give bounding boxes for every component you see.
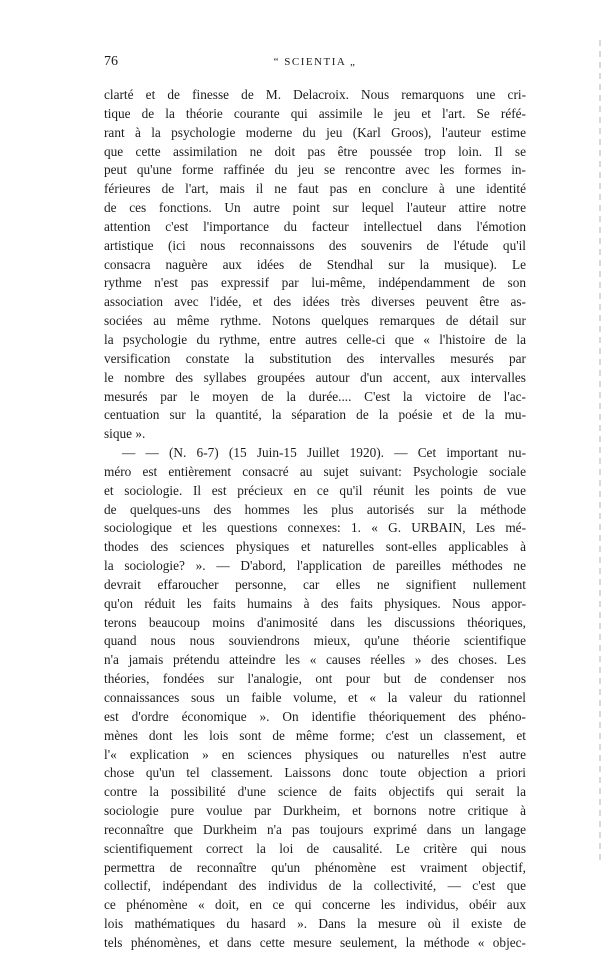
text-line: que cette assimilation ne doit pas être poussée trop loin. Il se: [104, 143, 526, 159]
text-line: chose qu'un tel classement. Laissons donc toute objection a priori: [104, 765, 526, 781]
text-line: attention c'est l'importance du facteur intellectuel dans l'émotion: [104, 218, 526, 234]
text-line: terons beaucoup moins d'animosité dans les discussions théoriques,: [104, 614, 526, 630]
text-line: artistique (ici nous reconnaissons des souvenirs de l'étude qu'il: [104, 237, 526, 253]
scan-edge-divider: [599, 40, 601, 860]
text-line: — — (N. 6-7) (15 Juin-15 Juillet 1920). — Cet important nu-: [122, 445, 526, 461]
text-line: de ces fonctions. Un autre point sur lequel l'auteur attire notre: [104, 200, 526, 216]
text-line: sociologie pure voulue par Durkheim, et bornons notre critique à: [104, 803, 526, 819]
running-head: “ SCIENTIA „: [273, 56, 357, 68]
text-line: férieures de l'art, mais il ne faut pas en conclure à une identité: [104, 181, 526, 197]
text-line: ce phénomène « doit, en ce qui concerne les individus, obéir aux: [104, 897, 526, 913]
text-line: n'a jamais prétendu atteindre les « causes réelles » des choses. Les: [104, 652, 526, 668]
text-line: contre la possibilité d'une science de faits objectifs qui serait la: [104, 784, 526, 800]
text-line: méro est entièrement consacré au sujet suivant: Psychologie sociale: [104, 463, 526, 479]
text-line: de quelques-uns des hommes les plus autorisés sur la méthode: [104, 501, 526, 517]
text-line: collectif, indépendant des individus de la collectivité, — c'est que: [104, 878, 526, 894]
text-line: est d'ordre économique ». On identifie théoriquement des phéno-: [104, 708, 526, 724]
text-line: quand nous nous souviendrons mieux, qu'une théorie scientifique: [104, 633, 526, 649]
text-line: rythme n'est pas expressif par lui-même, indépendamment de son: [104, 275, 526, 291]
text-line: versification constate la substitution des intervalles mesurés par: [104, 350, 526, 366]
text-line: l'« explication » en sciences physiques ou naturelles n'est autre: [104, 746, 526, 762]
text-line: le nombre des syllabes groupées autour d'un accent, aux intervalles: [104, 369, 526, 385]
text-line: la psychologie du rythme, entre autres celle-ci que « l'histoire de la: [104, 331, 526, 347]
text-line: clarté et de finesse de M. Delacroix. Nous remarquons une cri-: [104, 87, 526, 102]
text-line: sociées au même rythme. Notons quelques remarques de détail sur: [104, 313, 526, 329]
body-text: [104, 86, 526, 953]
text-line: théories, fondées sur l'analogie, ont pour but de condenser nos: [104, 671, 526, 687]
text-line: association avec l'idée, et des idées très diverses peuvent être as-: [104, 294, 526, 310]
text-line: scientifiquement correct la loi de causalité. Le critère qui nous: [104, 840, 526, 856]
text-line: lois mathématiques du hasard ». Dans la mesure où il existe de: [104, 916, 526, 932]
text-line: mènes dont les lois sont de même forme; c'est un classement, et: [104, 727, 526, 743]
text-line: centuation sur la quantité, la séparation de la poésie et de la mu-: [104, 407, 526, 423]
text-line: tique de la théorie courante qui assimile le jeu et l'art. Se réfé-: [104, 105, 526, 121]
text-line: tels phénomènes, et dans cette mesure seulement, la méthode « objec-: [104, 934, 526, 950]
text-line: la sociologie? ». — D'abord, l'application de pareilles méthodes ne: [104, 558, 526, 574]
text-line: devrait effaroucher personne, car elles ne signifient nullement: [104, 576, 526, 592]
page-header: [104, 54, 526, 76]
text-line: connaissances sous un faible volume, et « la valeur du rationnel: [104, 690, 526, 705]
text-line: peut qu'une forme raffinée du jeu se rencontre avec les formes in-: [104, 162, 526, 178]
text-line: consacra naguère aux idées de Stendhal sur la musique). Le: [104, 256, 526, 272]
text-line: thodes des sciences physiques et naturelles sont-elles applicables à: [104, 539, 526, 555]
text-line: et sociologie. Il est précieux en ce qu'il réunit les points de vue: [104, 482, 526, 498]
text-line: rant à la psychologie moderne du jeu (Karl Groos), l'auteur estime: [104, 124, 526, 140]
text-line: sociologique et les questions connexes: 1. « G. URBAIN, Les mé-: [104, 520, 526, 536]
text-line: mesurés par le moyen de la durée.... C'est la victoire de l'ac-: [104, 388, 526, 404]
text-line: sique ».: [104, 426, 146, 442]
page-number: 76: [104, 54, 118, 69]
text-line: reconnaître que Durkheim n'a pas toujours exprimé dans un langage: [104, 821, 526, 837]
text-line: qu'on réduit les faits humains à des faits physiques. Nous appor-: [104, 595, 526, 611]
text-line: permettra de reconnaître qu'un phénomène est vraiment objectif,: [104, 859, 526, 875]
